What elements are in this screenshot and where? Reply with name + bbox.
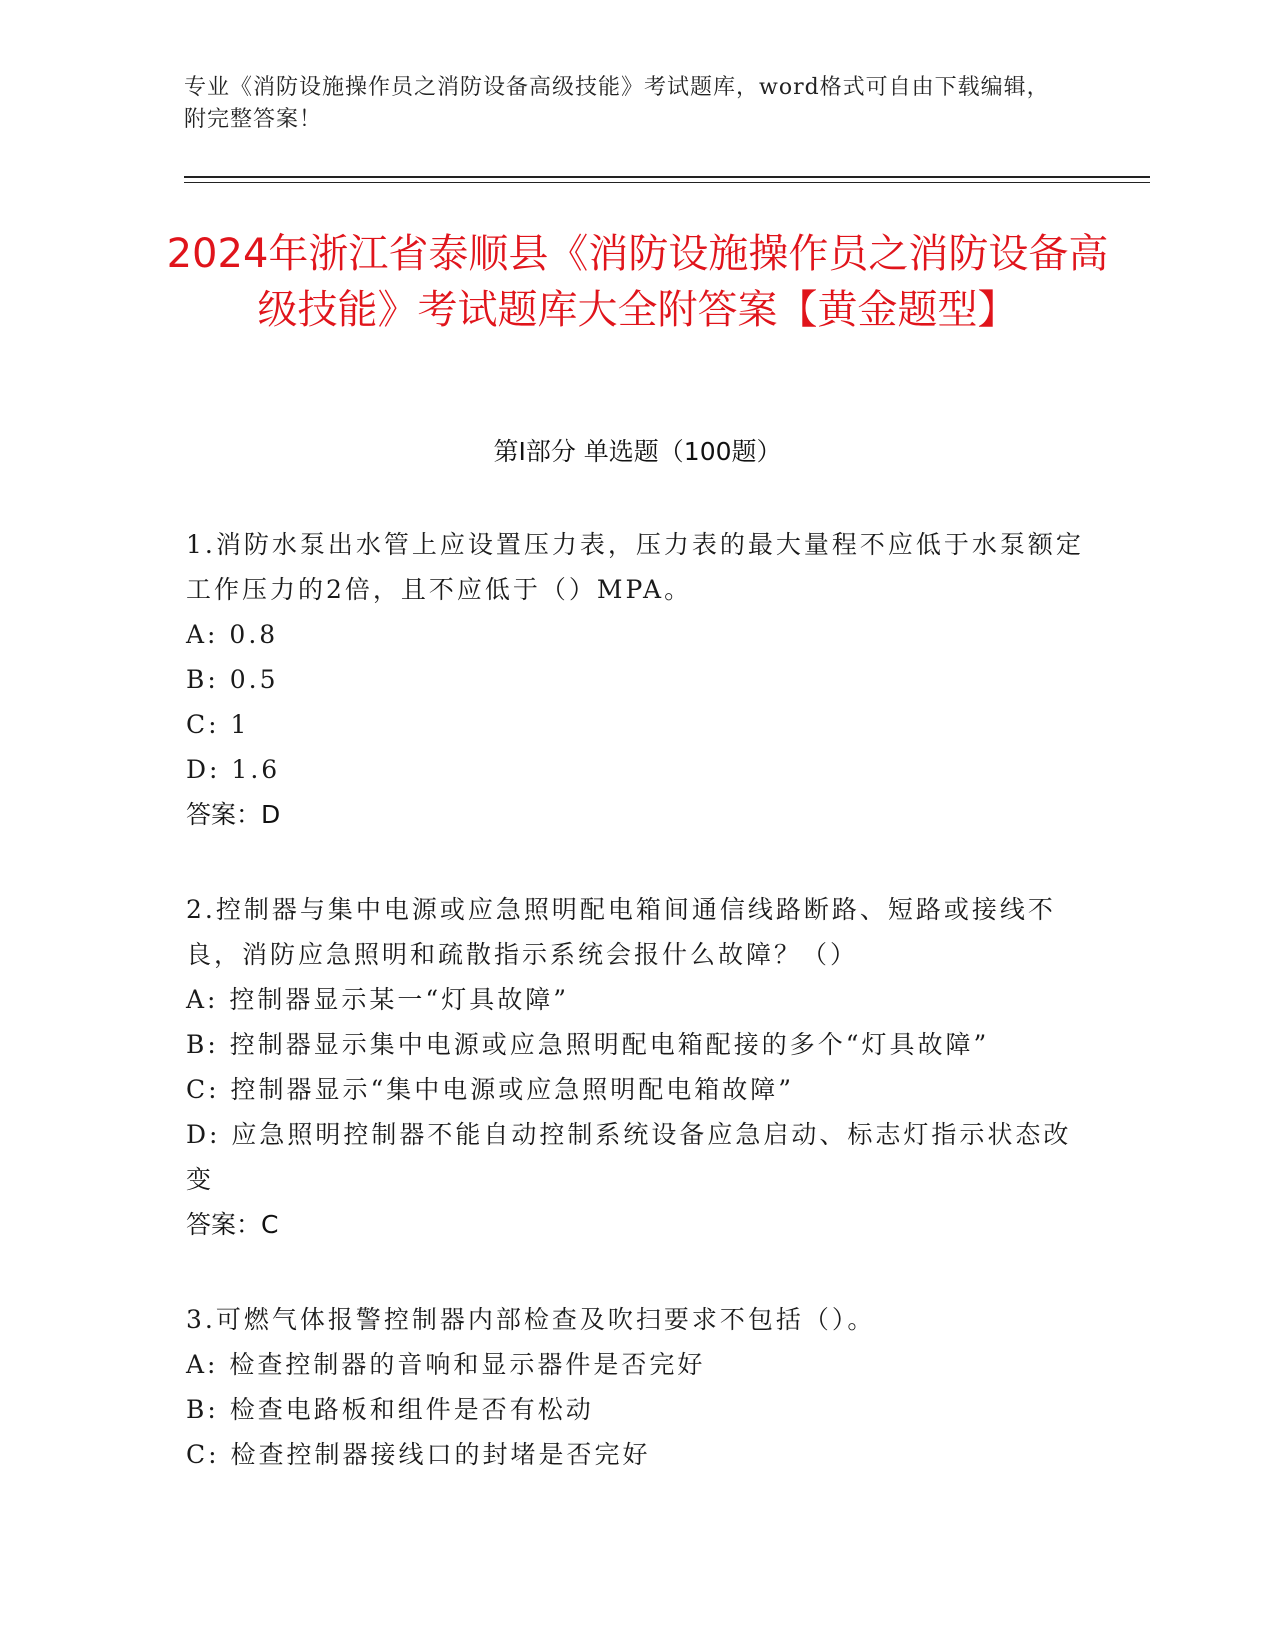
question-block xyxy=(186,1297,1086,1477)
header-note: 专业《消防设施操作员之消防设备高级技能》考试题库，word格式可自由下载编辑，附完整答案！ xyxy=(184,75,1050,132)
question-option: A: 控制器显示某一“灯具故障” xyxy=(186,985,569,1014)
document-title: 2024年浙江省泰顺县《消防设施操作员之消防设备高级技能》考试题库大全附答案【黄金题型】 xyxy=(166,231,1109,333)
question-answer: 答案：C xyxy=(186,1210,279,1239)
question-option: C: 控制器显示“集中电源或应急照明配电箱故障” xyxy=(186,1075,795,1104)
question-option: A: 检查控制器的音响和显示器件是否完好 xyxy=(186,1350,706,1379)
question-answer: 答案：D xyxy=(186,800,281,829)
question-option: D: 1.6 xyxy=(186,755,281,784)
header-divider-thin xyxy=(184,182,1150,183)
question-stem: 2.控制器与集中电源或应急照明配电箱间通信线路断路、短路或接线不良，消防应急照明和疏散指示系统会报什么故障？（） xyxy=(186,895,1056,969)
question-stem: 1.消防水泵出水管上应设置压力表，压力表的最大量程不应低于水泵额定工作压力的2倍，且不应低于（）MPA。 xyxy=(186,530,1084,604)
question-block xyxy=(186,887,1086,1247)
question-option: B: 控制器显示集中电源或应急照明配电箱配接的多个“灯具故障” xyxy=(186,1030,990,1059)
question-option: B: 0.5 xyxy=(186,665,279,694)
question-option: C: 1 xyxy=(186,710,250,739)
question-block xyxy=(186,522,1086,837)
section-heading: 第Ⅰ部分 单选题（100题） xyxy=(493,437,782,466)
question-stem: 3.可燃气体报警控制器内部检查及吹扫要求不包括（）。 xyxy=(186,1305,876,1334)
question-option: C: 检查控制器接线口的封堵是否完好 xyxy=(186,1440,651,1469)
header-divider-thick xyxy=(184,176,1150,178)
question-option: A: 0.8 xyxy=(186,620,279,649)
question-option: D: 应急照明控制器不能自动控制系统设备应急启动、标志灯指示状态改变 xyxy=(186,1120,1072,1194)
question-list xyxy=(186,522,1086,1527)
question-option: B: 检查电路板和组件是否有松动 xyxy=(186,1395,594,1424)
